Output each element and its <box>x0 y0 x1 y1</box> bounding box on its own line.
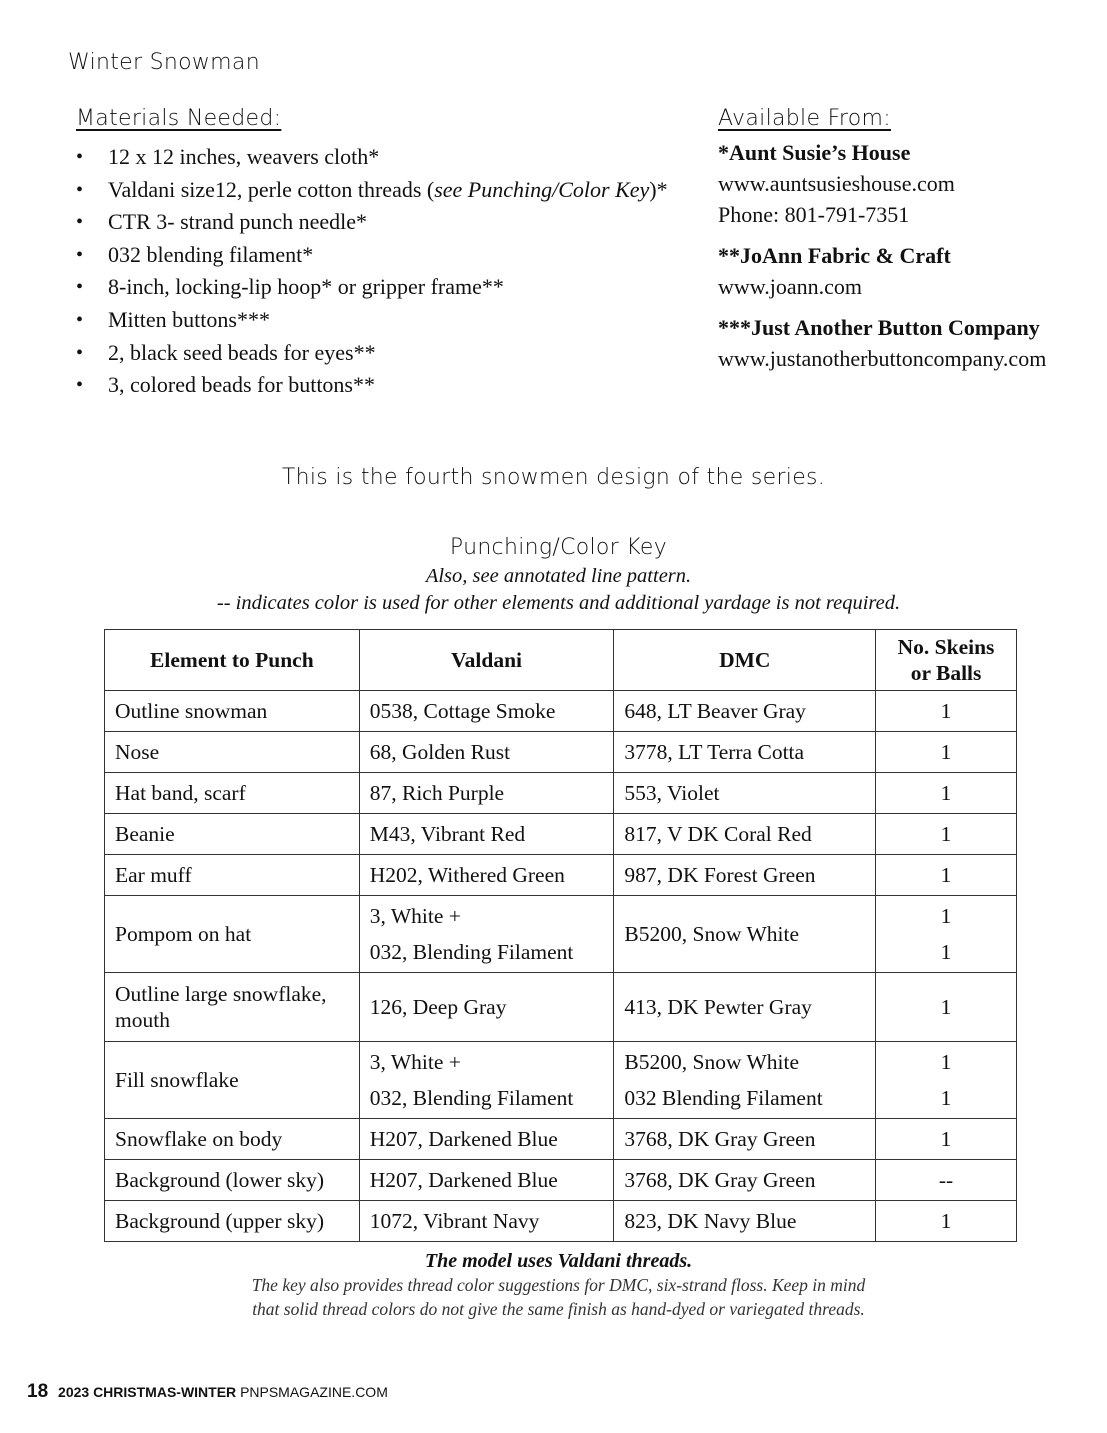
table-header-row <box>105 630 1017 691</box>
table-row <box>105 691 1017 732</box>
table-row <box>105 1201 1017 1242</box>
cell-line: 1 <box>940 1086 952 1110</box>
materials-heading: Materials Needed: <box>76 106 282 131</box>
vendor-aunt-susies <box>718 137 1088 230</box>
qty-cell: -- <box>876 1160 1017 1201</box>
item-text: Valdani size12, perle cotton threads ( <box>108 176 435 202</box>
page-footer <box>27 1381 388 1403</box>
vendor-website[interactable]: www.joann.com <box>718 274 862 299</box>
color-key-table <box>104 629 1017 1242</box>
table-row <box>105 773 1017 814</box>
vendor-phone: Phone: 801-791-7351 <box>718 202 910 227</box>
valdani-cell: H202, Withered Green <box>359 855 614 896</box>
valdani-cell: 0538, Cottage Smoke <box>359 691 614 732</box>
valdani-cell: 87, Rich Purple <box>359 773 614 814</box>
color-key-header <box>0 533 1107 617</box>
item-text-after: )* <box>649 176 668 202</box>
vendor-just-another-button <box>718 312 1088 374</box>
model-note <box>0 1249 1107 1321</box>
element-cell: Hat band, scarf <box>105 773 360 814</box>
list-item: • CTR 3- strand punch needle* <box>76 206 696 239</box>
valdani-cell: 68, Golden Rust <box>359 732 614 773</box>
list-item: • Mitten buttons*** <box>76 304 696 337</box>
item-italic: see Punching/Color Key <box>434 176 650 202</box>
element-cell: Beanie <box>105 814 360 855</box>
table-row <box>105 814 1017 855</box>
table-row <box>105 1042 1017 1119</box>
dmc-cell: B5200, Snow White <box>614 896 876 973</box>
available-from-section <box>718 106 1088 384</box>
list-item <box>76 174 696 207</box>
vendor-joann <box>718 240 1088 302</box>
cell-line: 3, White + <box>369 1050 461 1074</box>
qty-cell: 1 <box>876 814 1017 855</box>
valdani-cell: H207, Darkened Blue <box>359 1160 614 1201</box>
model-note-heading: The model uses Valdani threads. <box>424 1250 693 1272</box>
valdani-cell: H207, Darkened Blue <box>359 1119 614 1160</box>
element-cell: Outline large snowflake, mouth <box>105 973 360 1042</box>
list-item: • 032 blending filament* <box>76 239 696 272</box>
element-cell: Fill snowflake <box>105 1042 360 1119</box>
dmc-cell: 823, DK Navy Blue <box>614 1201 876 1242</box>
vendor-name: *Aunt Susie’s House <box>718 140 911 165</box>
dmc-cell: 553, Violet <box>614 773 876 814</box>
qty-cell: 1 <box>876 1201 1017 1242</box>
qty-cell: 1 <box>876 773 1017 814</box>
valdani-cell <box>359 896 614 973</box>
color-key-subtitle: Also, see annotated line pattern. <box>425 565 692 587</box>
table-row <box>105 896 1017 973</box>
dmc-cell: 987, DK Forest Green <box>614 855 876 896</box>
vendor-website[interactable]: www.auntsusieshouse.com <box>718 171 955 196</box>
element-cell: Nose <box>105 732 360 773</box>
table-row <box>105 973 1017 1042</box>
element-cell: Outline snowman <box>105 691 360 732</box>
element-cell: Pompom on hat <box>105 896 360 973</box>
table-row <box>105 1119 1017 1160</box>
valdani-cell: 1072, Vibrant Navy <box>359 1201 614 1242</box>
dmc-cell: 413, DK Pewter Gray <box>614 973 876 1042</box>
element-cell: Ear muff <box>105 855 360 896</box>
qty-cell <box>876 896 1017 973</box>
cell-line: 032, Blending Filament <box>369 1086 574 1110</box>
vendor-name: ***Just Another Button Company <box>718 315 1040 340</box>
qty-cell: 1 <box>876 855 1017 896</box>
cell-line: 3, White + <box>369 904 461 928</box>
issue-name: 2023 CHRISTMAS-WINTER <box>58 1384 237 1400</box>
color-key-legend-note: -- indicates color is used for other elements and additional yardage is not required. <box>216 592 901 614</box>
qty-cell: 1 <box>876 732 1017 773</box>
model-note-line: that solid thread colors do not give the same finish as hand-dyed or variegated threads. <box>252 1299 865 1319</box>
cell-line: 1 <box>940 904 952 928</box>
column-header: DMC <box>614 630 876 691</box>
dmc-cell: 817, V DK Coral Red <box>614 814 876 855</box>
element-cell: Snowflake on body <box>105 1119 360 1160</box>
cell-line: 032, Blending Filament <box>369 940 574 964</box>
dmc-cell <box>614 1042 876 1119</box>
color-key-title: Punching/Color Key <box>449 535 668 560</box>
available-heading: Available From: <box>718 106 891 131</box>
list-item: • 2, black seed beads for eyes** <box>76 337 696 370</box>
valdani-cell: M43, Vibrant Red <box>359 814 614 855</box>
column-header: Element to Punch <box>105 630 360 691</box>
table-row <box>105 855 1017 896</box>
page-title: Winter Snowman <box>68 50 260 75</box>
dmc-cell: 648, LT Beaver Gray <box>614 691 876 732</box>
vendor-name: **JoAnn Fabric & Craft <box>718 243 951 268</box>
list-item: • 8-inch, locking-lip hoop* or gripper frame** <box>76 271 696 304</box>
model-note-line: The key also provides thread color suggestions for DMC, six-strand floss. Keep in mind <box>251 1275 866 1295</box>
qty-cell <box>876 1042 1017 1119</box>
dmc-cell: 3768, DK Gray Green <box>614 1119 876 1160</box>
cell-line: B5200, Snow White <box>624 1050 800 1074</box>
list-item: • 3, colored beads for buttons** <box>76 369 696 402</box>
qty-cell: 1 <box>876 691 1017 732</box>
table-row <box>105 732 1017 773</box>
magazine-site: PNPSMAGAZINE.COM <box>240 1384 388 1400</box>
vendor-website[interactable]: www.justanotherbuttoncompany.com <box>718 346 1047 371</box>
qty-cell: 1 <box>876 1119 1017 1160</box>
cell-line: 1 <box>940 940 952 964</box>
series-note: This is the fourth snowmen design of the series. <box>281 465 826 490</box>
materials-list <box>76 141 696 402</box>
qty-cell: 1 <box>876 973 1017 1042</box>
cell-line: 1 <box>940 1050 952 1074</box>
table-row <box>105 1160 1017 1201</box>
column-header: Valdani <box>359 630 614 691</box>
valdani-cell <box>359 1042 614 1119</box>
page-number: 18 <box>27 1381 49 1402</box>
list-item: • 12 x 12 inches, weavers cloth* <box>76 141 696 174</box>
dmc-cell: 3778, LT Terra Cotta <box>614 732 876 773</box>
cell-line: 032 Blending Filament <box>624 1086 823 1110</box>
valdani-cell: 126, Deep Gray <box>359 973 614 1042</box>
element-cell: Background (lower sky) <box>105 1160 360 1201</box>
materials-section <box>76 106 696 402</box>
dmc-cell: 3768, DK Gray Green <box>614 1160 876 1201</box>
element-cell: Background (upper sky) <box>105 1201 360 1242</box>
column-header: No. Skeins or Balls <box>876 630 1017 691</box>
